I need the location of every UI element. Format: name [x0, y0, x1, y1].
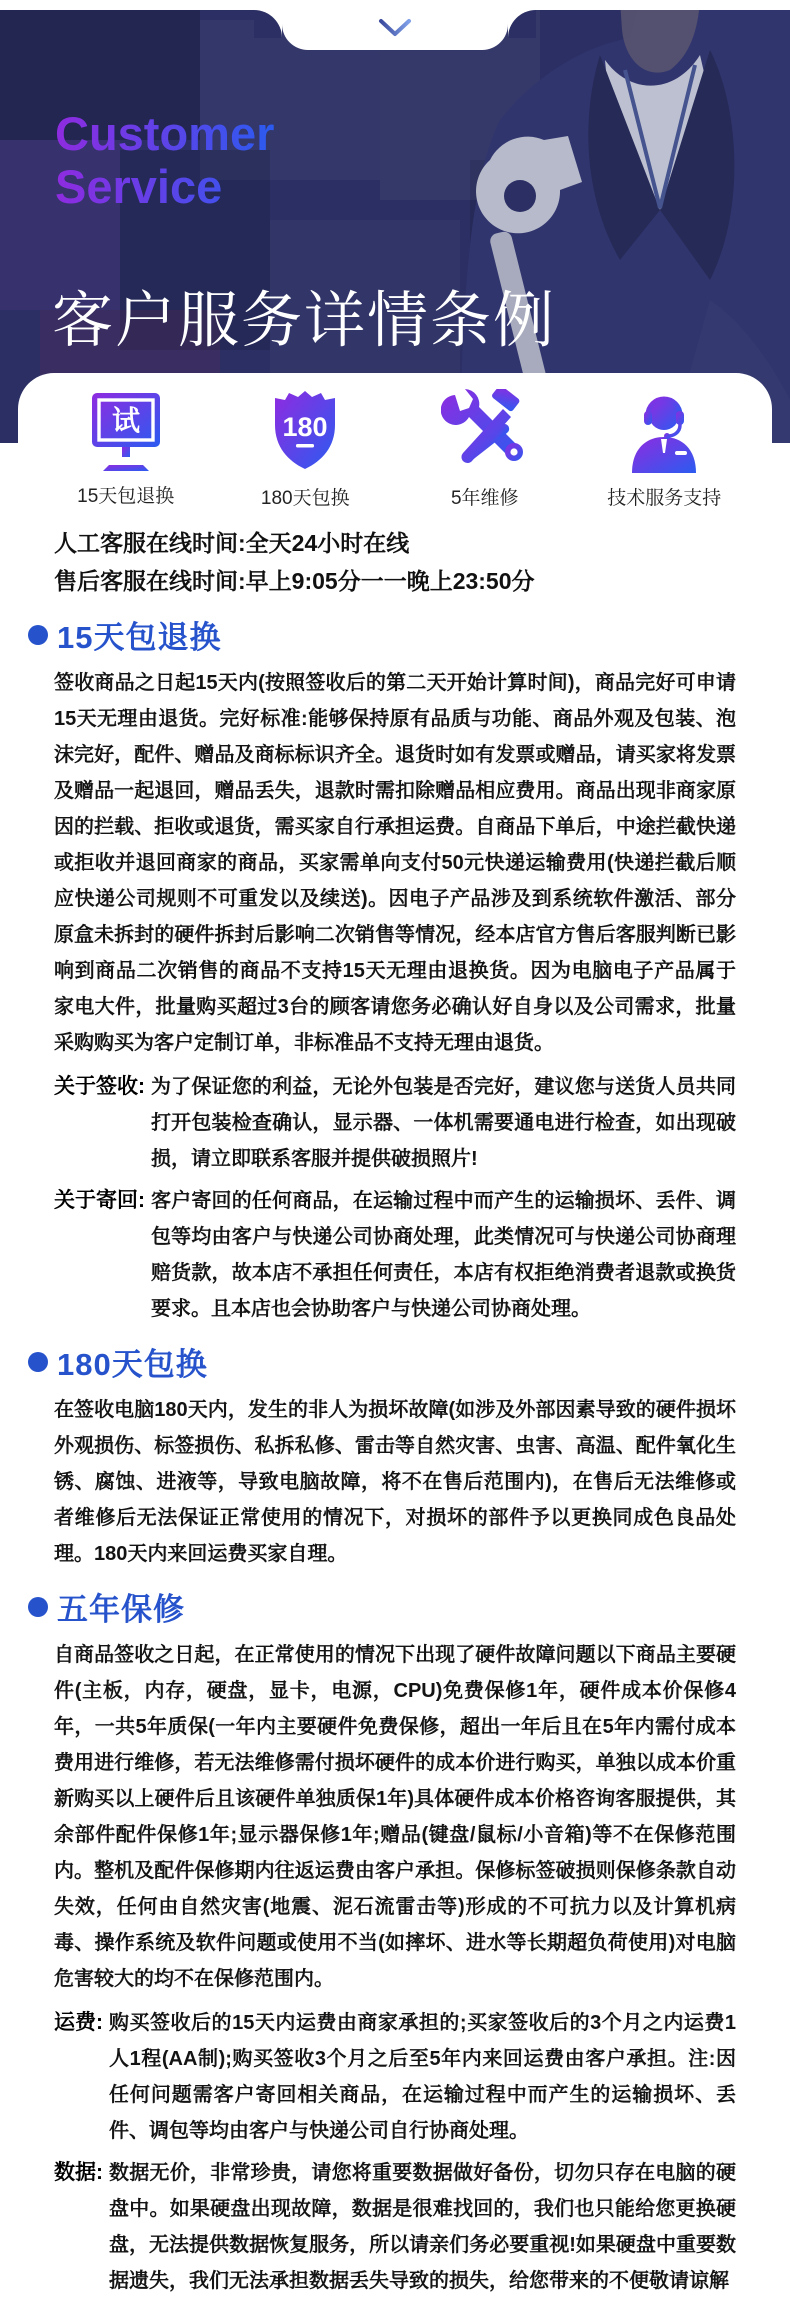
bullet-icon: [28, 625, 48, 645]
bullet-icon: [28, 1597, 48, 1617]
feature-15-day: [36, 389, 216, 508]
section-paragraph: 在签收电脑180天内，发生的非人为损坏故障(如涉及外部因素导致的硬件损坏外观损伤、标签损伤、私拆私修、雷击等自然灾害、虫害、高温、配件氧化生锈、腐蚀、进液等，导致电脑故障，将不在售后范围内)，在售后无法维修或者维修后无法保证正常使用的情况下，对损坏的部件予以更换同成色良品处理。180天内来回运费买家自理。: [54, 1399, 736, 1565]
section-title: 五年保修: [57, 1592, 185, 1627]
top-strip: [0, 0, 790, 10]
feature-row: [36, 389, 754, 510]
section-paragraph: 自商品签收之日起，在正常使用的情况下出现了硬件故障问题以下商品主要硬件(主板，内存，硬盘，显卡，电源，CPU)免费保修1年，硬件成本价保修4年，一共5年质保(一年内主要硬件免费保修，超出一年后且在5年内需付成本费用进行维修，若无法维修需付损坏硬件的成本价进行购买，单独以成本价重新购买以上硬件后且该硬件单独质保1年)具体硬件成本价格咨询客服提供，其余部件配件保修1年;显示器保修1年;赠品(键盘/鼠标/小音箱)等不在保修范围内。整机及配件保修期内往返运费由客户承担。保修标签破损则保修条款自动失效，任何由自然灾害(地震、泥石流雷击等)形成的不可抗力以及计算机病毒、操作系统及软件问题或使用不当(如摔坏、进水等长期超负荷使用)对电脑危害较大的均不在保修范围内。: [54, 1644, 736, 1990]
section-heading-15-day: [28, 612, 736, 657]
labeled-block-text: 购买签收后的15天内运费由商家承担的;买家签收后的3个月之内运费1人1程(AA制);购买签收3个月之后至5年内来回运费由客户承担。注:因任何问题需客户寄回相关商品，在运输过程中而产生的运输损坏、丢件、调包等均由客户与快递公司自行协商处理。: [109, 2012, 736, 2142]
shield-180-icon: [267, 389, 343, 473]
hero-subtitle: [55, 108, 274, 213]
labeled-block-text: 数据无价，非常珍贵，请您将重要数据做好备份，切勿只存在电脑的硬盘中。如果硬盘出现故障，数据是很难找回的，我们也只能给您更换硬盘，无法提供数据恢复服务，所以请亲们务必要重视!如果硬盘中重要数据遗失，我们无法承担数据丢失导致的损失，给您带来的不便敬请谅解: [109, 2162, 736, 2292]
feature-tech-support: [575, 389, 755, 510]
bullet-icon: [28, 1352, 48, 1372]
repair-tools-icon: [441, 389, 529, 473]
headset-support-icon: [623, 389, 705, 473]
monitor-trial-icon: [83, 389, 169, 471]
content-card: [18, 373, 772, 2299]
feature-label: 技术服务支持: [607, 488, 722, 509]
service-hours-line1: 人工客服在线时间:全天24小时在线: [54, 530, 410, 556]
scroll-up-tab[interactable]: [282, 10, 508, 50]
section-title: 180天包换: [57, 1347, 208, 1382]
section-title: 15天包退换: [57, 620, 222, 655]
feature-5-year: [395, 389, 575, 510]
labeled-block-text: 客户寄回的任何商品，在运输过程中而产生的运输损坏、丢件、调包等均由客户与快递公司协商处理，此类情况可与快递公司协商理赔货款，故本店不承担任何责任，本店有权拒绝消费者退款或换货要求。且本店也会协助客户与快递公司协商处理。: [151, 1190, 736, 1320]
tab-shoulder: [254, 10, 282, 38]
page-title: 客户服务详情条例: [52, 286, 557, 354]
chevron-down-icon: [375, 16, 415, 40]
labeled-block-label: 关于签收:: [54, 1075, 145, 1098]
svg-text:180: 180: [282, 412, 328, 442]
feature-label: 15天包退换: [77, 486, 175, 507]
labeled-block-text: 为了保证您的利益，无论外包装是否完好，建议您与送货人员共同打开包装检查确认，显示器、一体机需要通电进行检查，如出现破损，请立即联系客服并提供破损照片!: [151, 1076, 736, 1170]
labeled-block-return: [54, 1183, 736, 1327]
svg-text:试: 试: [111, 405, 140, 436]
section-heading-5-year: [28, 1584, 736, 1629]
section-paragraph: 签收商品之日起15天内(按照签收后的第二天开始计算时间)，商品完好可申请15天无理由退货。完好标准:能够保持原有品质与功能、商品外观及包装、泡沫完好，配件、赠品及商标标识齐全。退货时如有发票或赠品，请买家将发票及赠品一起退回，赠品丢失，退款时需扣除赠品相应费用。商品出现非商家原因的拦载、拒收或退货，需买家自行承担运费。自商品下单后，中途拦截快递或拒收并退回商家的商品，买家需单向支付50元快递运输费用(快递拦截后顺应快递公司规则不可重发以及续送)。因电子产品涉及到系统软件激活、部分原盒未拆封的硬件拆封后影响二次销售等情况，经本店官方售后客服判断已影响到商品二次销售的商品不支持15天无理由退换货。因为电脑电子产品属于家电大件，批量购买超过3台的顾客请您务必确认好自身以及公司需求，批量采购购买为客户定制订单，非标准品不支持无理由退货。: [54, 672, 736, 1054]
section-heading-180-day: [28, 1339, 736, 1384]
hero-subtitle-line1: Customer: [55, 107, 275, 160]
hero-subtitle-line2: Service: [55, 159, 223, 213]
feature-label: 180天包换: [260, 488, 350, 509]
feature-label: 5年维修: [450, 488, 519, 509]
labeled-block-freight: [54, 2005, 736, 2149]
service-hours-line2: 售后客服在线时间:早上9:05分一一晚上23:50分: [54, 568, 535, 594]
service-hours: [54, 524, 736, 600]
tab-shoulder: [508, 10, 536, 38]
labeled-block-label: 运费:: [54, 2011, 103, 2034]
labeled-block-sign: [54, 1069, 736, 1177]
labeled-block-label: 数据:: [54, 2161, 103, 2184]
feature-180-day: [216, 389, 396, 510]
labeled-block-label: 关于寄回:: [54, 1189, 145, 1212]
labeled-block-data: [54, 2155, 736, 2299]
